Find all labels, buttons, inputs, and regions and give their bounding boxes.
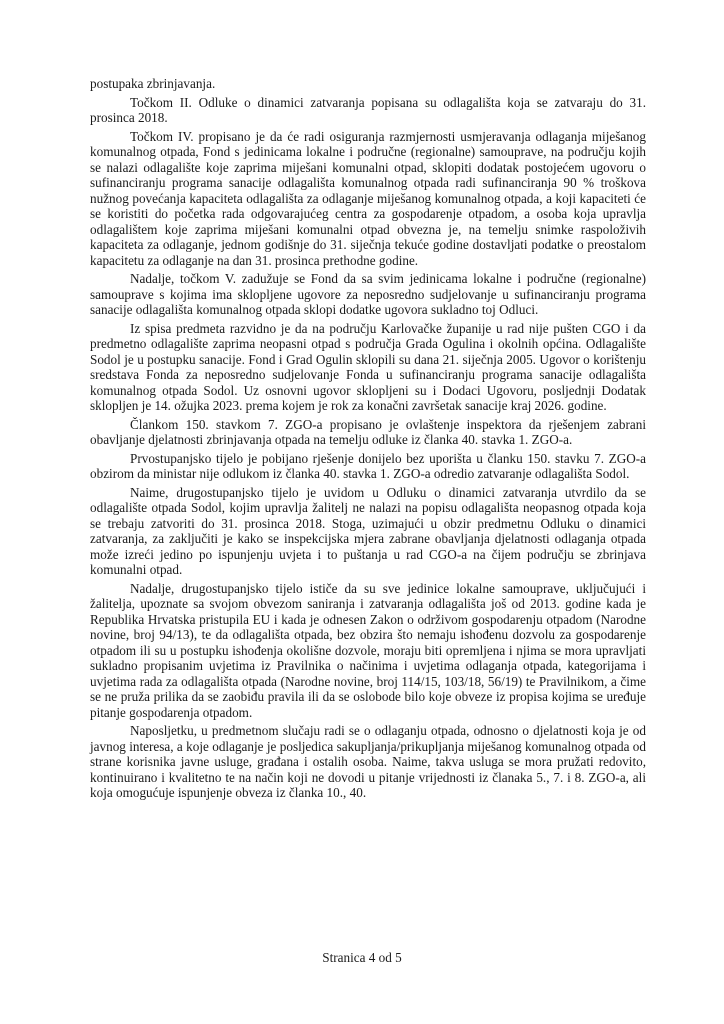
paragraph-naposljetku: Naposljetku, u predmetnom slučaju radi se o odlaganju otpada, odnosno o djelatnosti koja je od javnog interesa, a koje odlaganje je posljedica sakupljanja/prikupljanja miješanog komunalnog otpada od strane korisnika javne usluge, građana i ostalih osoba. Naime, takva usluga se mora pružati redovito, kontinuirano i kvalitetno te na način koji ne dovodi u pitanje vrijednosti iz članaka 5., 7. i 8. ZGO-a, ali koja omogućuje ispunjenje obveza iz članka 10., 40. [90, 723, 646, 800]
page-number-footer: Stranica 4 od 5 [322, 950, 402, 965]
paragraph-spis-predmeta: Iz spisa predmeta razvidno je da na području Karlovačke županije u rad nije pušten CGO i da predmetno odlagalište zaprima neopasni otpad s područja Grada Ogulina i okolnih općina. Odlagalište Sodol je u postupku sanacije. Fond i Grad Ogulin sklopili su dana 21. siječnja 2005. Ugovor o korištenju sredstava Fonda za neposredno sudjelovanje Fonda u sufinanciranju programa sanacije odlagališta komunalnog otpada Sodol. Uz osnovni ugovor sklopljeni su i Dodaci Ugovoru, posljednji Dodatak sklopljen je 14. ožujka 2023. prema kojem je rok za konačni završetak sanacije kraj 2026. godine. [90, 320, 646, 413]
body-text [90, 76, 646, 804]
paragraph-tocka-iv: Točkom IV. propisano je da će radi osiguranja razmjernosti usmjeravanja odlaganja miješanog komunalnog otpada, Fond s jedinicama lokalne i područne (regionalne) samouprave, na području kojih se nalazi odlagalište koje zaprima miješani komunalni otpad, sklopiti dodatak postojećem ugovoru o sufinanciranju programa sanacije odlagališta komunalnog otpada radi sufinanciranja 90 % troškova nužnog povećanja kapaciteta odlagališta za odlaganje miješanog komunalnog otpada, a koji kapaciteti će se koristiti do početka rada odgovarajućeg centra za gospodarenje otpadom, a osoba koja upravlja odlagalištem koje zaprima miješani komunalni otpad obvezna je, na temelju snimke raspoloživih kapaciteta za odlaganje, jednom godišnje do 31. siječnja tekuće godine dostavljati podatke o preostalom kapacitetu za odlaganje na dan 31. prosinca prethodne godine. [90, 128, 646, 268]
paragraph-tocka-v: Nadalje, točkom V. zadužuje se Fond da sa svim jedinicama lokalne i područne (regionalne) samouprave s kojima ima sklopljene ugovore za neposredno sudjelovanje u sufinanciranju programa sanacije odlagališta komunalnog otpada sklopi dodatke ugovora sukladno toj Odluci. [90, 271, 646, 317]
paragraph-continuation: postupaka zbrinjavanja. [90, 76, 216, 91]
paragraph-naime: Naime, drugostupanjsko tijelo je uvidom u Odluku o dinamici zatvaranja utvrdilo da se odlagalište otpada Sodol, kojim upravlja žalitelj ne nalazi na popisu odlagališta neopasnog otpada koja se trebaju zatvoriti do 31. prosinca 2018. Stoga, uzimajući u obzir predmetnu Odluku o dinamici zatvaranja, za zaključiti je kako se inspekcijska mjera zabrane obavljanja djelatnosti odlaganja otpada može izreći jedino po ispunjenju uvjeta i to puštanja u rad CGO-a na čijem području se zbrinjava komunalni otpad. [90, 484, 646, 577]
paragraph-tocka-ii: Točkom II. Odluke o dinamici zatvaranja popisana su odlagališta koja se zatvaraju do 31. prosinca 2018. [90, 94, 646, 125]
paragraph-clanak-150: Člankom 150. stavkom 7. ZGO-a propisano je ovlaštenje inspektora da rješenjem zabrani obavljanje djelatnosti zbrinjavanja otpada na temelju odluke iz članka 40. stavka 1. ZGO-a. [90, 416, 646, 447]
paragraph-nadalje: Nadalje, drugostupanjsko tijelo ističe da su sve jedinice lokalne samouprave, uključujući i žalitelja, upoznate sa svojom obvezom saniranja i zatvaranja odlagališta još od 2013. godine kada je Republika Hrvatska pristupila EU i kada je odnesen Zakon o održivom gospodarenju otpadom (Narodne novine, broj 94/13), te da odlagališta otpada, bez obzira što nemaju ishođenu dozvolu za gospodarenje otpadom ili su u postupku ishođenja okolišne dozvole, moraju biti opremljena i njima se mora upravljati sukladno propisanim uvjetima iz Pravilnika o načinima i uvjetima odlaganja otpada, kategorijama i uvjetima rada za odlagališta otpada (Narodne novine, broj 114/15, 103/18, 56/19) te Pravilnikom, a čime se ne pruža prilika da se zaobiđu pravila ili da se oslobode bilo koje obveze iz propisa kojima se uređuje pitanje gospodarenja otpadom. [90, 580, 646, 720]
paragraph-prvostupanjsko: Prvostupanjsko tijelo je pobijano rješenje donijelo bez uporišta u članku 150. stavku 7. ZGO-a obzirom da ministar nije odlukom iz članka 40. stavka 1. ZGO-a odredio zatvaranje odlagališta Sodol. [90, 450, 646, 481]
